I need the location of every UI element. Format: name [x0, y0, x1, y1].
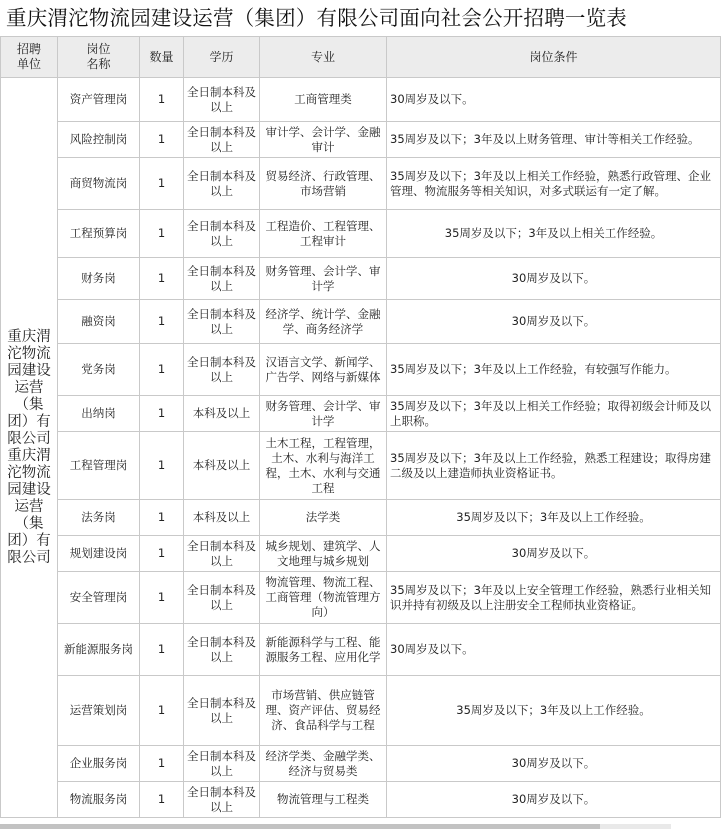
- count-cell: 1: [140, 500, 184, 536]
- table-row: [1, 624, 721, 676]
- count-cell: 1: [140, 258, 184, 300]
- major-cell: 物流管理、物流工程、工商管理（物流管理方向）: [260, 572, 387, 624]
- major-cell: 市场营销、供应链管理、资产评估、贸易经济、食品科学与工程: [260, 676, 387, 746]
- major-cell: 物流管理与工程类: [260, 782, 387, 818]
- conditions-cell: 35周岁及以下；3年及以上安全管理工作经验，熟悉行业相关知识并持有初级及以上注册安全工程师执业资格证。: [387, 572, 721, 624]
- major-cell: 法学类: [260, 500, 387, 536]
- position-cell: 财务岗: [58, 258, 140, 300]
- table-row: [1, 300, 721, 344]
- major-cell: 审计学、会计学、金融审计: [260, 122, 387, 158]
- position-cell: 出纳岗: [58, 396, 140, 432]
- position-cell: 风险控制岗: [58, 122, 140, 158]
- table-row: [1, 572, 721, 624]
- conditions-cell: 35周岁及以下；3年及以上工作经验。: [387, 500, 721, 536]
- education-cell: 全日制本科及以上: [184, 122, 260, 158]
- education-cell: 全日制本科及以上: [184, 78, 260, 122]
- count-cell: 1: [140, 676, 184, 746]
- scrollbar-thumb[interactable]: [0, 824, 600, 829]
- education-cell: 全日制本科及以上: [184, 676, 260, 746]
- header-unit: 招聘 单位: [1, 37, 58, 78]
- education-cell: 全日制本科及以上: [184, 344, 260, 396]
- header-row: [1, 37, 721, 78]
- table-row: [1, 746, 721, 782]
- table-row: [1, 536, 721, 572]
- education-cell: 全日制本科及以上: [184, 782, 260, 818]
- count-cell: 1: [140, 432, 184, 500]
- education-cell: 本科及以上: [184, 396, 260, 432]
- recruiting-unit-cell: 重庆渭沱物流园建设运营（集团）有限公司重庆渭沱物流园建设运营（集团）有限公司: [1, 78, 58, 818]
- header-count: 数量: [140, 37, 184, 78]
- table-row: [1, 78, 721, 122]
- header-conditions: 岗位条件: [387, 37, 721, 78]
- table-row: [1, 500, 721, 536]
- count-cell: 1: [140, 158, 184, 210]
- count-cell: 1: [140, 300, 184, 344]
- page-title: 重庆渭沱物流园建设运营（集团）有限公司面向社会公开招聘一览表: [6, 6, 627, 30]
- count-cell: 1: [140, 746, 184, 782]
- table-row: [1, 158, 721, 210]
- table-row: [1, 210, 721, 258]
- count-cell: 1: [140, 344, 184, 396]
- conditions-cell: 35周岁及以下；3年及以上工作经验，熟悉工程建设；取得房建二级及以上建造师执业资格证书。: [387, 432, 721, 500]
- count-cell: 1: [140, 78, 184, 122]
- count-cell: 1: [140, 396, 184, 432]
- education-cell: 全日制本科及以上: [184, 258, 260, 300]
- table-row: [1, 344, 721, 396]
- conditions-cell: 30周岁及以下。: [387, 782, 721, 818]
- header-major: 专业: [260, 37, 387, 78]
- education-cell: 全日制本科及以上: [184, 300, 260, 344]
- position-cell: 规划建设岗: [58, 536, 140, 572]
- education-cell: 本科及以上: [184, 432, 260, 500]
- table-viewport[interactable]: [0, 36, 711, 818]
- position-cell: 新能源服务岗: [58, 624, 140, 676]
- position-cell: 法务岗: [58, 500, 140, 536]
- conditions-cell: 35周岁及以下；3年及以上财务管理、审计等相关工作经验。: [387, 122, 721, 158]
- conditions-cell: 35周岁及以下；3年及以上相关工作经验，熟悉行政管理、企业管理、物流服务等相关知识，对多式联运有一定了解。: [387, 158, 721, 210]
- count-cell: 1: [140, 536, 184, 572]
- major-cell: 工程造价、工程管理、工程审计: [260, 210, 387, 258]
- conditions-cell: 35周岁及以下；3年及以上相关工作经验；取得初级会计师及以上职称。: [387, 396, 721, 432]
- education-cell: 全日制本科及以上: [184, 158, 260, 210]
- education-cell: 全日制本科及以上: [184, 536, 260, 572]
- major-cell: 经济学类、金融学类、经济与贸易类: [260, 746, 387, 782]
- education-cell: 全日制本科及以上: [184, 210, 260, 258]
- position-cell: 企业服务岗: [58, 746, 140, 782]
- conditions-cell: 30周岁及以下。: [387, 78, 721, 122]
- major-cell: 工商管理类: [260, 78, 387, 122]
- position-cell: 融资岗: [58, 300, 140, 344]
- position-cell: 运营策划岗: [58, 676, 140, 746]
- major-cell: 土木工程，工程管理，土木、水利与海洋工程，土木、水利与交通工程: [260, 432, 387, 500]
- horizontal-scrollbar[interactable]: [0, 824, 671, 829]
- education-cell: 全日制本科及以上: [184, 572, 260, 624]
- recruitment-table: [0, 36, 721, 818]
- position-cell: 工程预算岗: [58, 210, 140, 258]
- conditions-cell: 35周岁及以下；3年及以上相关工作经验。: [387, 210, 721, 258]
- major-cell: 经济学、统计学、金融学、商务经济学: [260, 300, 387, 344]
- count-cell: 1: [140, 122, 184, 158]
- count-cell: 1: [140, 782, 184, 818]
- position-cell: 资产管理岗: [58, 78, 140, 122]
- conditions-cell: 30周岁及以下。: [387, 258, 721, 300]
- table-row: [1, 122, 721, 158]
- header-position: 岗位 名称: [58, 37, 140, 78]
- conditions-cell: 30周岁及以下。: [387, 300, 721, 344]
- major-cell: 财务管理、会计学、审计学: [260, 258, 387, 300]
- position-cell: 商贸物流岗: [58, 158, 140, 210]
- major-cell: 汉语言文学、新闻学、广告学、网络与新媒体: [260, 344, 387, 396]
- education-cell: 全日制本科及以上: [184, 624, 260, 676]
- conditions-cell: 35周岁及以下；3年及以上工作经验。: [387, 676, 721, 746]
- conditions-cell: 30周岁及以下。: [387, 536, 721, 572]
- table-row: [1, 432, 721, 500]
- position-cell: 党务岗: [58, 344, 140, 396]
- education-cell: 全日制本科及以上: [184, 746, 260, 782]
- conditions-cell: 35周岁及以下；3年及以上工作经验，有较强写作能力。: [387, 344, 721, 396]
- table-row: [1, 676, 721, 746]
- position-cell: 工程管理岗: [58, 432, 140, 500]
- position-cell: 物流服务岗: [58, 782, 140, 818]
- major-cell: 贸易经济、行政管理、市场营销: [260, 158, 387, 210]
- conditions-cell: 30周岁及以下。: [387, 624, 721, 676]
- count-cell: 1: [140, 572, 184, 624]
- table-row: [1, 782, 721, 818]
- education-cell: 本科及以上: [184, 500, 260, 536]
- count-cell: 1: [140, 624, 184, 676]
- header-education: 学历: [184, 37, 260, 78]
- major-cell: 新能源科学与工程、能源服务工程、应用化学: [260, 624, 387, 676]
- table-row: [1, 396, 721, 432]
- position-cell: 安全管理岗: [58, 572, 140, 624]
- conditions-cell: 30周岁及以下。: [387, 746, 721, 782]
- table-row: [1, 258, 721, 300]
- count-cell: 1: [140, 210, 184, 258]
- major-cell: 财务管理、会计学、审计学: [260, 396, 387, 432]
- major-cell: 城乡规划、建筑学、人文地理与城乡规划: [260, 536, 387, 572]
